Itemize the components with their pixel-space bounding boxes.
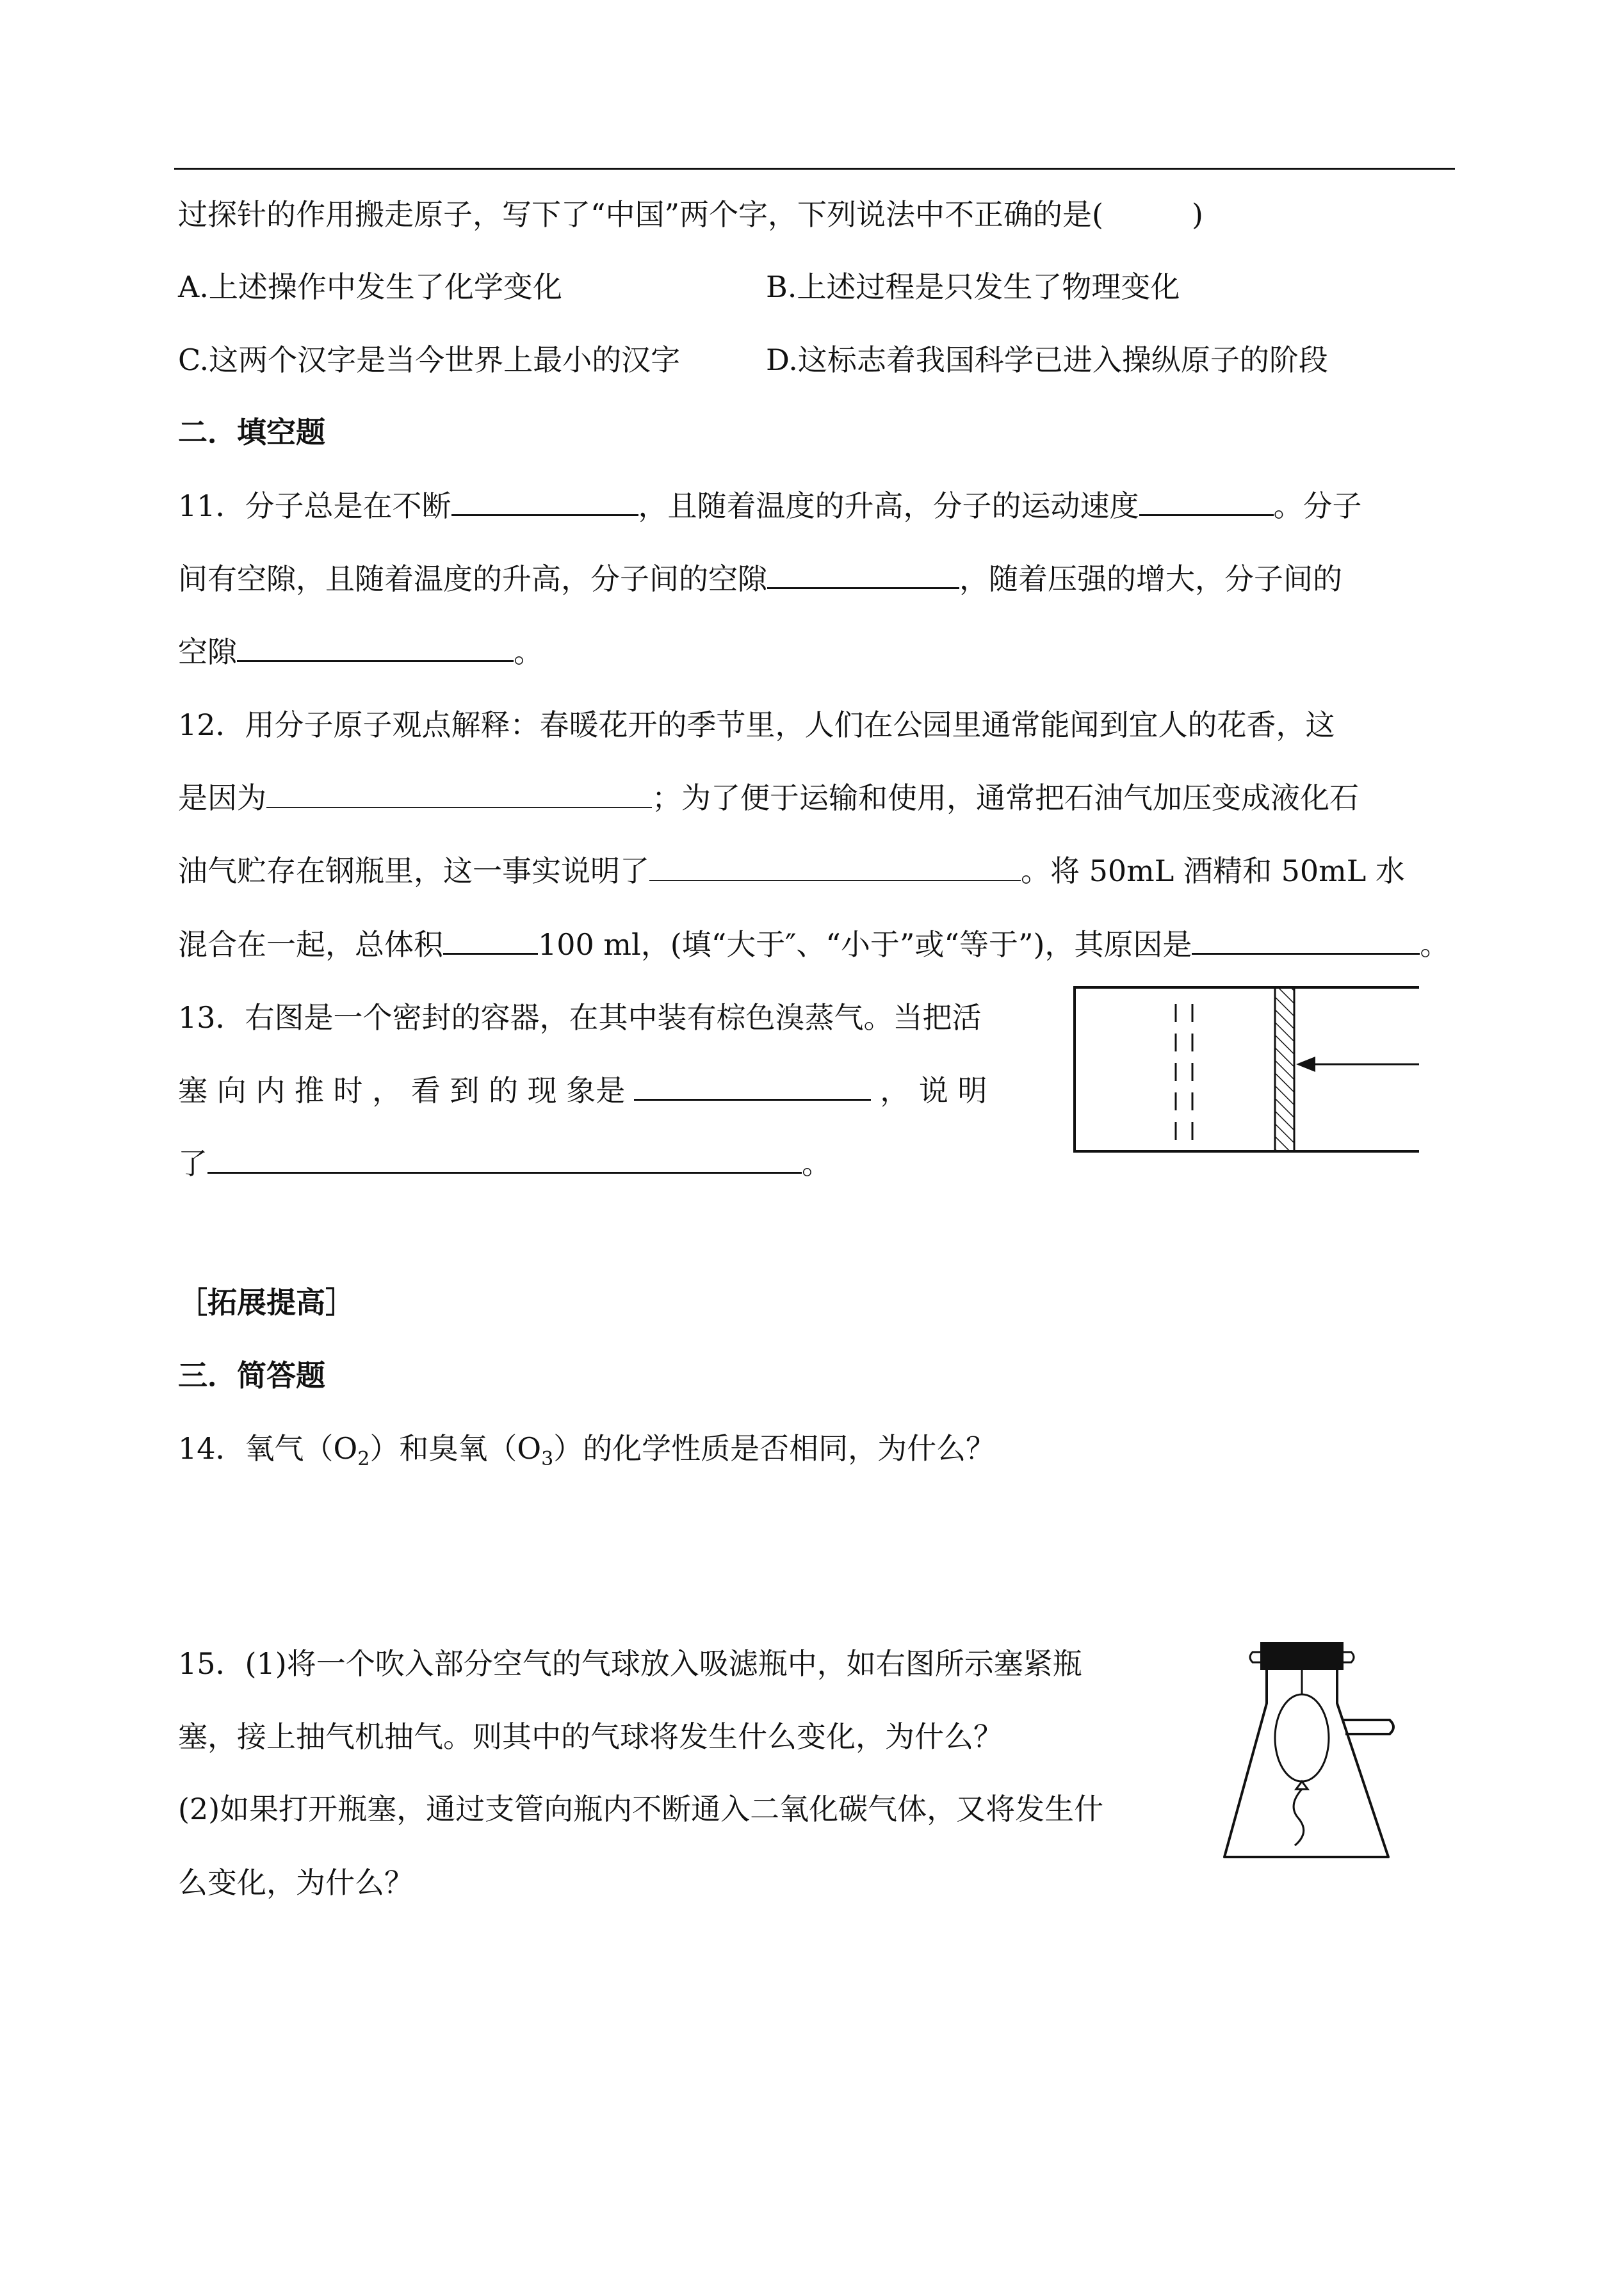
q11-text-5: ，随着压强的增大，分子间的 xyxy=(959,562,1342,596)
q13-line1: 13．右图是一个密封的容器，在其中装有棕色溴蒸气。当把活 xyxy=(178,1000,982,1035)
q13-line3 xyxy=(178,1144,831,1183)
q10-stem: 过探针的作用搬走原子，写下了“中国”两个字，下列说法中不正确的是( ) xyxy=(178,197,1203,232)
header-rule xyxy=(174,168,1455,170)
q11-blank-gap-pressure xyxy=(237,633,514,662)
q10-option-c: C.这两个汉字是当今世界上最小的汉字 xyxy=(178,343,681,377)
q11-text-7: 。 xyxy=(514,635,543,669)
filter-flask-figure xyxy=(1217,1633,1422,1889)
stopper-clip-left xyxy=(1250,1652,1260,1662)
q11-text-1: 11．分子总是在不断 xyxy=(178,489,451,523)
q13-text-3: 了 xyxy=(178,1146,207,1181)
q12-text-1: 是因为 xyxy=(178,781,266,815)
stopper xyxy=(1260,1642,1344,1664)
q12-text-2: ；为了便于运输和使用，通常把石油气加压变成液化石 xyxy=(652,781,1359,815)
balloon xyxy=(1275,1694,1329,1781)
piston xyxy=(1275,987,1294,1151)
q11-text-2: ，且随着温度的升高，分子的运动速度 xyxy=(638,489,1139,523)
q12-blank-fragrance xyxy=(266,780,652,808)
q10-option-a: A.上述操作中发生了化学变化 xyxy=(178,270,562,304)
q10-option-b: B.上述过程是只发生了物理变化 xyxy=(766,270,1180,304)
q11-line1 xyxy=(178,487,1362,525)
balloon-knot xyxy=(1296,1781,1308,1789)
push-arrow-head xyxy=(1296,1057,1315,1072)
q12-line4 xyxy=(178,925,1449,964)
q15-line1: 15．(1)将一个吹入部分空气的气球放入吸滤瓶中，如右图所示塞紧瓶 xyxy=(178,1646,1082,1681)
q12-blank-reason xyxy=(1192,926,1420,955)
stopper-rim xyxy=(1260,1664,1344,1670)
section2-title: 二．填空题 xyxy=(178,415,325,450)
q13-text-4: 。 xyxy=(802,1146,831,1181)
q12-text-4: 。将 50mL 酒精和 50mL 水 xyxy=(1021,854,1405,888)
q11-blank-motion xyxy=(451,487,638,516)
q12-line2 xyxy=(178,779,1359,817)
sealed-container-figure xyxy=(1073,986,1432,1165)
q15-line2: 塞，接上抽气机抽气。则其中的气球将发生什么变化，为什么？ xyxy=(178,1719,1003,1754)
q15-line4: 么变化，为什么？ xyxy=(178,1865,414,1900)
side-arm xyxy=(1342,1720,1393,1734)
q12-text-5: 混合在一起，总体积 xyxy=(178,927,443,962)
flask-body xyxy=(1224,1670,1388,1857)
q15-line3: (2)如果打开瓶塞，通过支管向瓶内不断通入二氧化碳气体，又将发生什 xyxy=(178,1792,1104,1826)
q14-subscript-2: 2 xyxy=(357,1448,370,1470)
q13-blank-explanation xyxy=(207,1145,802,1174)
q14-line xyxy=(178,1429,995,1479)
q11-line3 xyxy=(178,633,543,671)
q11-line2 xyxy=(178,560,1342,598)
q12-text-6: 100 ml，(填“大于″、“小于”或“等于”)，其原因是 xyxy=(538,927,1192,962)
q14-text-3: ）的化学性质是否相同，为什么？ xyxy=(553,1431,996,1466)
stopper-clip-right xyxy=(1344,1652,1354,1662)
q11-text-4: 间有空隙，且随着温度的升高，分子间的空隙 xyxy=(178,562,767,596)
q14-subscript-3: 3 xyxy=(541,1448,554,1470)
q11-blank-gap-temp xyxy=(767,560,959,589)
extension-title: ［拓展提高］ xyxy=(178,1285,355,1320)
q13-text-1: 塞 向 内 推 时 ， 看 到 的 现 象是 xyxy=(178,1073,626,1108)
q13-line2 xyxy=(178,1071,987,1110)
q11-text-3: 。分子 xyxy=(1273,489,1362,523)
container-walls xyxy=(1075,987,1419,1151)
q13-text-2: ， 说 明 xyxy=(880,1073,987,1108)
q12-blank-compression xyxy=(649,853,1021,881)
q14-text-2: ）和臭氧（O xyxy=(369,1431,542,1466)
q12-blank-volume xyxy=(443,926,538,955)
q12-text-3: 油气贮存在钢瓶里，这一事实说明了 xyxy=(178,854,649,888)
q12-line3 xyxy=(178,852,1405,890)
q12-line1: 12．用分子原子观点解释：春暖花开的季节里，人们在公园里通常能闻到宜人的花香，这 xyxy=(178,708,1335,742)
q13-blank-phenomenon xyxy=(634,1072,871,1101)
balloon-string xyxy=(1294,1789,1304,1845)
q10-option-d: D.这标志着我国科学已进入操纵原子的阶段 xyxy=(766,343,1328,377)
q12-text-7: 。 xyxy=(1420,927,1450,962)
section3-title: 三．简答题 xyxy=(178,1358,325,1393)
q11-blank-speed xyxy=(1139,487,1274,516)
q14-text-1: 14．氧气（O xyxy=(178,1431,358,1466)
q11-text-6: 空隙 xyxy=(178,635,237,669)
